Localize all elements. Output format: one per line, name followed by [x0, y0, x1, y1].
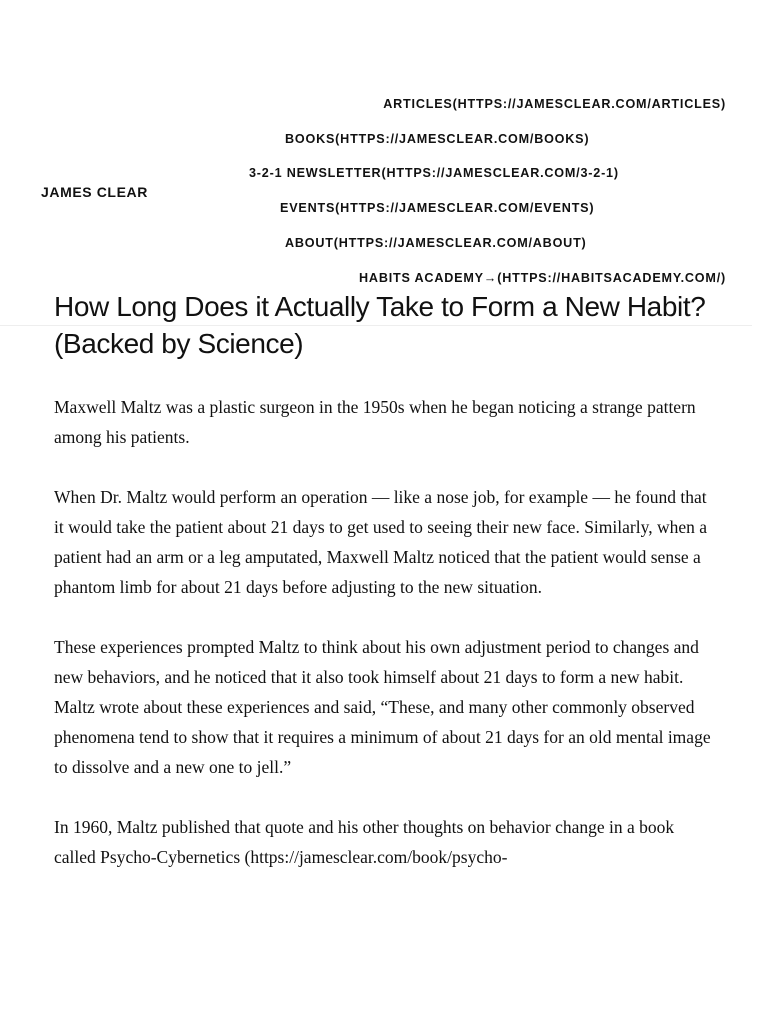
article-title: How Long Does it Actually Take to Form a New Habit? (Backed by Science) [54, 291, 706, 359]
nav-link-habits-academy[interactable]: HABITS ACADEMY→(HTTPS://HABITSACADEMY.COM/) [359, 271, 726, 285]
article [54, 288, 714, 902]
nav-link-about[interactable]: ABOUT(HTTPS://JAMESCLEAR.COM/ABOUT) [285, 236, 587, 250]
article-paragraph: These experiences prompted Maltz to think about his own adjustment period to changes and new behaviors, and he noticed that it also took himself about 21 days to form a new habit. Maltz wrote about these experiences and said, “These, and many other commonly observed phenomena tend to show that it requires a minimum of about 21 days for an old mental image to dissolve and a new one to jell.” [54, 637, 711, 777]
article-body [54, 392, 714, 872]
article-paragraph: Maxwell Maltz was a plastic surgeon in the 1950s when he began noticing a strange pattern among his patients. [54, 397, 696, 447]
nav-link-books[interactable]: BOOKS(HTTPS://JAMESCLEAR.COM/BOOKS) [285, 132, 590, 146]
site-logo-link[interactable]: JAMES CLEAR [41, 184, 148, 200]
nav-link-events[interactable]: EVENTS(HTTPS://JAMESCLEAR.COM/EVENTS) [280, 201, 595, 215]
nav-link-articles[interactable]: ARTICLES(HTTPS://JAMESCLEAR.COM/ARTICLES) [383, 97, 726, 111]
site-header [0, 0, 768, 330]
article-paragraph: When Dr. Maltz would perform an operation — like a nose job, for example — he found that it would take the patient about 21 days to get used to seeing their new face. Similarly, when a patient had an arm or a leg amputated, Maxwell Maltz noticed that the patient would sense a phantom limb for about 21 days before adjusting to the new situation. [54, 487, 707, 597]
nav-link-newsletter[interactable]: 3-2-1 NEWSLETTER(HTTPS://JAMESCLEAR.COM/3-2-1) [249, 166, 619, 180]
article-paragraph: In 1960, Maltz published that quote and his other thoughts on behavior change in a book called Psycho-Cybernetics (https://jamesclear.com/book/psycho- [54, 817, 675, 867]
